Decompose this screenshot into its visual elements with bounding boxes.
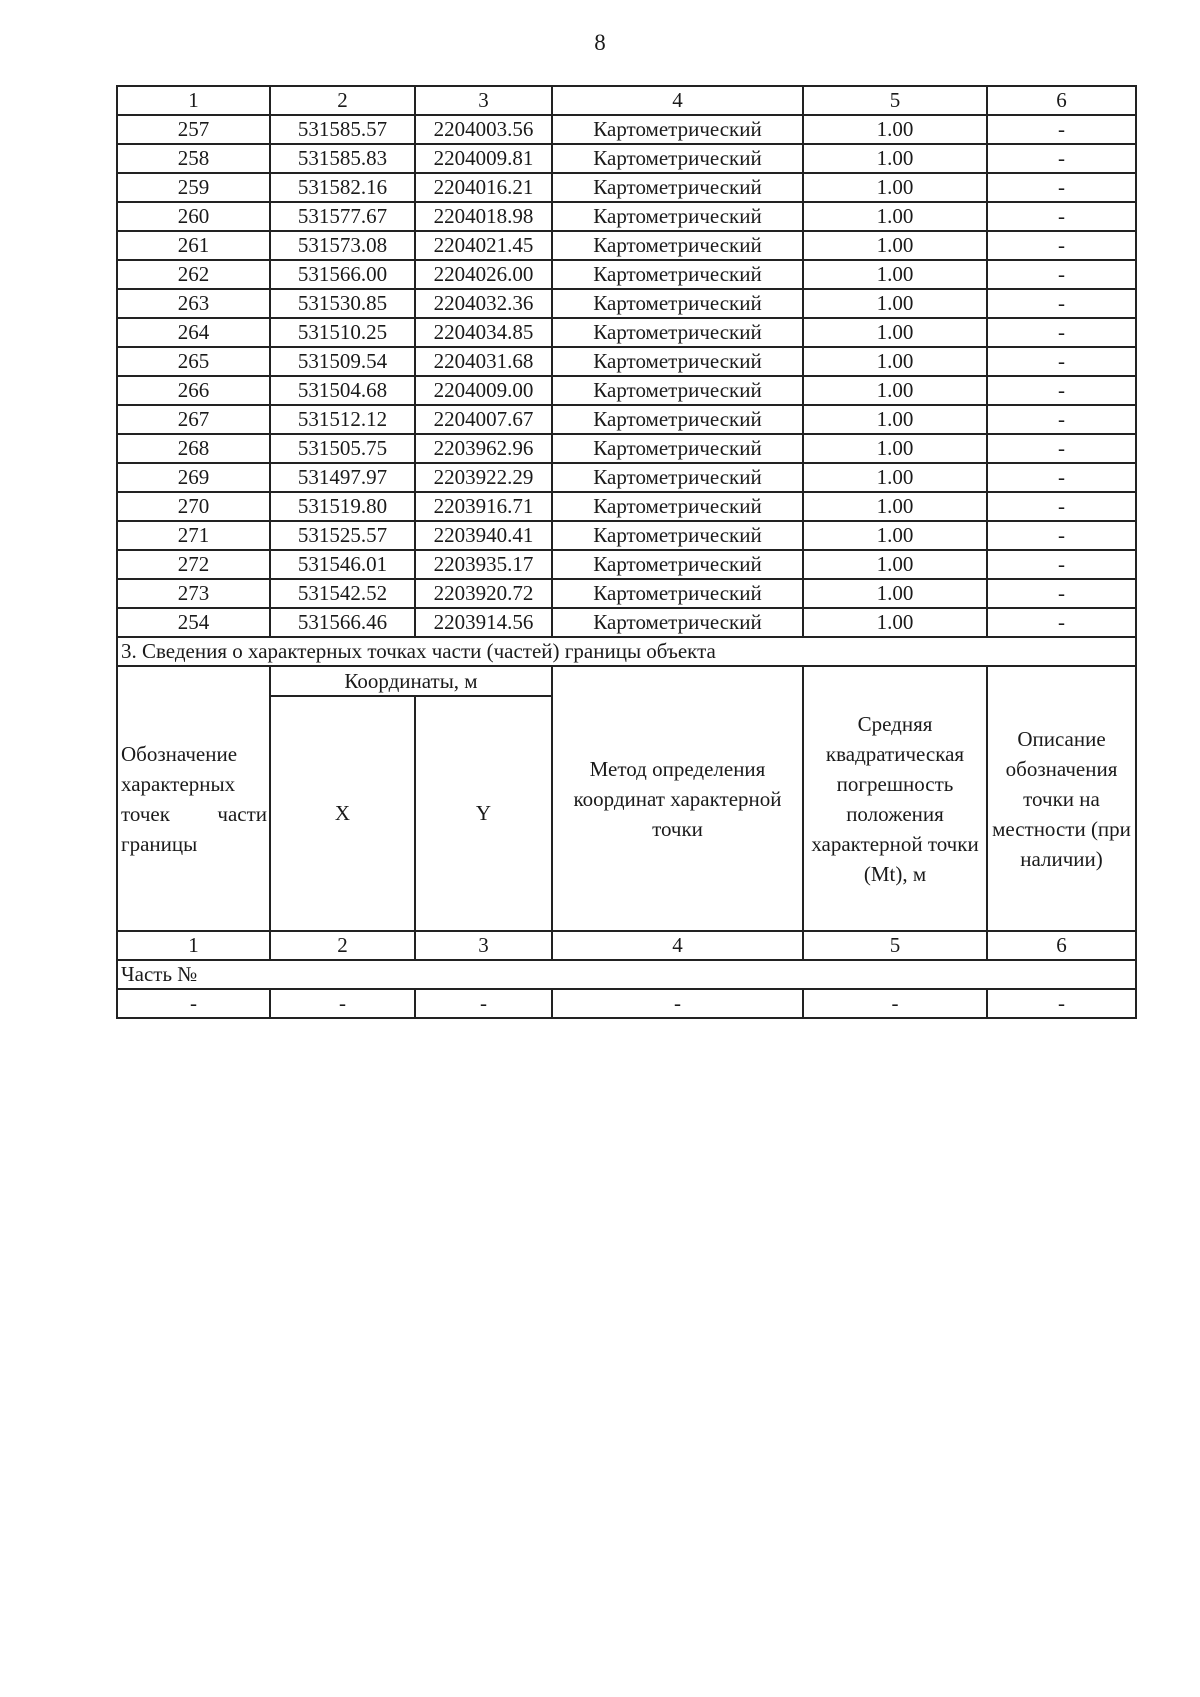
table-cell: 531577.67 <box>270 202 415 231</box>
table-row <box>117 579 1136 608</box>
table-cell: 531582.16 <box>270 173 415 202</box>
table-cell: 2204009.00 <box>415 376 552 405</box>
table-cell: 2204007.67 <box>415 405 552 434</box>
column-number-row <box>117 86 1136 115</box>
table-cell: 257 <box>117 115 270 144</box>
table-row <box>117 144 1136 173</box>
section-title-row <box>117 637 1136 666</box>
table-cell: 258 <box>117 144 270 173</box>
column-number-cell: 3 <box>415 931 552 960</box>
section-header-row <box>117 666 1136 696</box>
section-title: 3. Сведения о характерных точках части (частей) границы объекта <box>117 637 1136 666</box>
table-cell: 531530.85 <box>270 289 415 318</box>
table-cell: - <box>803 989 987 1018</box>
table-cell: 2204016.21 <box>415 173 552 202</box>
table-row <box>117 608 1136 637</box>
table-cell: - <box>270 989 415 1018</box>
page-number: 8 <box>594 30 606 55</box>
header-description: Описание обозначения точки на местности (при наличии) <box>987 666 1136 931</box>
column-number-cell: 1 <box>117 931 270 960</box>
table-cell: 531510.25 <box>270 318 415 347</box>
table-cell: 531542.52 <box>270 579 415 608</box>
table-cell: 1.00 <box>803 492 987 521</box>
table-cell: 2204031.68 <box>415 347 552 376</box>
table-cell: 531504.68 <box>270 376 415 405</box>
table-row <box>117 260 1136 289</box>
table-cell: Картометрический <box>552 608 803 637</box>
table-cell: - <box>987 608 1136 637</box>
table-cell: - <box>987 318 1136 347</box>
table-cell: 2204003.56 <box>415 115 552 144</box>
table-cell: 2204009.81 <box>415 144 552 173</box>
table-cell: Картометрический <box>552 521 803 550</box>
column-number-cell: 5 <box>803 931 987 960</box>
table-cell: 2203920.72 <box>415 579 552 608</box>
table-cell: 2203962.96 <box>415 434 552 463</box>
table-cell: 531497.97 <box>270 463 415 492</box>
table-cell: - <box>987 492 1136 521</box>
column-number-cell: 2 <box>270 931 415 960</box>
table-cell: 2204032.36 <box>415 289 552 318</box>
table-cell: - <box>987 434 1136 463</box>
table-cell: 1.00 <box>803 608 987 637</box>
table-cell: 531566.00 <box>270 260 415 289</box>
table-cell: 1.00 <box>803 521 987 550</box>
column-number-cell: 3 <box>415 86 552 115</box>
header-y: Y <box>415 696 552 931</box>
table-cell: 1.00 <box>803 289 987 318</box>
table-cell: 531566.46 <box>270 608 415 637</box>
table-row <box>117 434 1136 463</box>
table-cell: - <box>987 289 1136 318</box>
table-cell: - <box>987 144 1136 173</box>
table-cell: 1.00 <box>803 173 987 202</box>
table-cell: 1.00 <box>803 347 987 376</box>
column-number-cell: 6 <box>987 86 1136 115</box>
part-label-row <box>117 960 1136 989</box>
table-cell: - <box>987 550 1136 579</box>
table-cell: 264 <box>117 318 270 347</box>
table-cell: 254 <box>117 608 270 637</box>
table-cell: 531519.80 <box>270 492 415 521</box>
table-cell: - <box>987 376 1136 405</box>
table-cell: 2203916.71 <box>415 492 552 521</box>
table-cell: - <box>987 202 1136 231</box>
column-number-cell: 4 <box>552 931 803 960</box>
table-cell: 2203922.29 <box>415 463 552 492</box>
column-number-cell: 5 <box>803 86 987 115</box>
column-number-cell: 6 <box>987 931 1136 960</box>
table-cell: Картометрический <box>552 260 803 289</box>
table-cell: Картометрический <box>552 173 803 202</box>
table-cell: 261 <box>117 231 270 260</box>
table-cell: - <box>117 989 270 1018</box>
table-cell: 2203935.17 <box>415 550 552 579</box>
table-row <box>117 231 1136 260</box>
table-row <box>117 347 1136 376</box>
table-row <box>117 173 1136 202</box>
header-method: Метод определения координат характерной точки <box>552 666 803 931</box>
table-cell: - <box>987 463 1136 492</box>
table-row <box>117 115 1136 144</box>
table-cell: Картометрический <box>552 318 803 347</box>
table-cell: 1.00 <box>803 318 987 347</box>
table-row <box>117 550 1136 579</box>
table-cell: - <box>987 173 1136 202</box>
table-cell: 265 <box>117 347 270 376</box>
table-row <box>117 376 1136 405</box>
table-cell: 262 <box>117 260 270 289</box>
table-cell: 531546.01 <box>270 550 415 579</box>
table-cell: 2203940.41 <box>415 521 552 550</box>
table-cell: 2204021.45 <box>415 231 552 260</box>
table-row <box>117 521 1136 550</box>
table-cell: 531512.12 <box>270 405 415 434</box>
table-cell: Картометрический <box>552 231 803 260</box>
header-point-designation <box>117 666 270 931</box>
header-coordinates: Координаты, м <box>270 666 552 696</box>
table-cell: 1.00 <box>803 231 987 260</box>
table-cell: 273 <box>117 579 270 608</box>
table-row <box>117 318 1136 347</box>
table-row <box>117 202 1136 231</box>
table-cell: - <box>987 521 1136 550</box>
table-cell: 269 <box>117 463 270 492</box>
table-cell: 1.00 <box>803 579 987 608</box>
table-cell: Картометрический <box>552 376 803 405</box>
header-mt: Средняя квадратическая погрешность положения характерной точки (Mt), м <box>803 666 987 931</box>
table-cell: Картометрический <box>552 347 803 376</box>
table-cell: 1.00 <box>803 202 987 231</box>
column-number-row <box>117 931 1136 960</box>
table-cell: - <box>987 115 1136 144</box>
table-cell: 263 <box>117 289 270 318</box>
table-row <box>117 492 1136 521</box>
table-cell: - <box>415 989 552 1018</box>
column-number-cell: 2 <box>270 86 415 115</box>
table-cell: 1.00 <box>803 463 987 492</box>
table-cell: - <box>987 231 1136 260</box>
table-cell: Картометрический <box>552 463 803 492</box>
table-cell: Картометрический <box>552 405 803 434</box>
table-cell: 531585.57 <box>270 115 415 144</box>
table-row <box>117 289 1136 318</box>
table-cell: 531585.83 <box>270 144 415 173</box>
table-row <box>117 989 1136 1018</box>
table-cell: - <box>987 579 1136 608</box>
table-cell: Картометрический <box>552 144 803 173</box>
table-cell: 1.00 <box>803 405 987 434</box>
table-cell: 267 <box>117 405 270 434</box>
table-cell: 2203914.56 <box>415 608 552 637</box>
table-cell: 2204034.85 <box>415 318 552 347</box>
table-cell: 1.00 <box>803 115 987 144</box>
table-cell: Картометрический <box>552 492 803 521</box>
column-number-cell: 1 <box>117 86 270 115</box>
table-cell: 531505.75 <box>270 434 415 463</box>
table-cell: 2204026.00 <box>415 260 552 289</box>
table-cell: Картометрический <box>552 202 803 231</box>
table-cell: 2204018.98 <box>415 202 552 231</box>
coordinates-table <box>116 85 1137 1019</box>
table-cell: 271 <box>117 521 270 550</box>
column-number-cell: 4 <box>552 86 803 115</box>
table-cell: 1.00 <box>803 376 987 405</box>
table-cell: 531573.08 <box>270 231 415 260</box>
table-cell: - <box>987 347 1136 376</box>
table-cell: Картометрический <box>552 550 803 579</box>
table-cell: - <box>552 989 803 1018</box>
table-cell: - <box>987 989 1136 1018</box>
table-cell: 270 <box>117 492 270 521</box>
table-cell: Картометрический <box>552 434 803 463</box>
table-cell: 266 <box>117 376 270 405</box>
table-row <box>117 405 1136 434</box>
table-cell: 1.00 <box>803 144 987 173</box>
table-cell: 1.00 <box>803 550 987 579</box>
part-label: Часть № <box>117 960 1136 989</box>
table-cell: - <box>987 405 1136 434</box>
table-cell: 531509.54 <box>270 347 415 376</box>
table-cell: 1.00 <box>803 260 987 289</box>
table-row <box>117 463 1136 492</box>
header-x: X <box>270 696 415 931</box>
table-cell: - <box>987 260 1136 289</box>
table-cell: Картометрический <box>552 579 803 608</box>
table-cell: Картометрический <box>552 115 803 144</box>
table-cell: 268 <box>117 434 270 463</box>
table-cell: Картометрический <box>552 289 803 318</box>
table-cell: 531525.57 <box>270 521 415 550</box>
header-point-designation-text: Обозначение характерных точек части границы <box>121 741 267 856</box>
table-cell: 260 <box>117 202 270 231</box>
table-cell: 259 <box>117 173 270 202</box>
table-cell: 272 <box>117 550 270 579</box>
table-cell: 1.00 <box>803 434 987 463</box>
